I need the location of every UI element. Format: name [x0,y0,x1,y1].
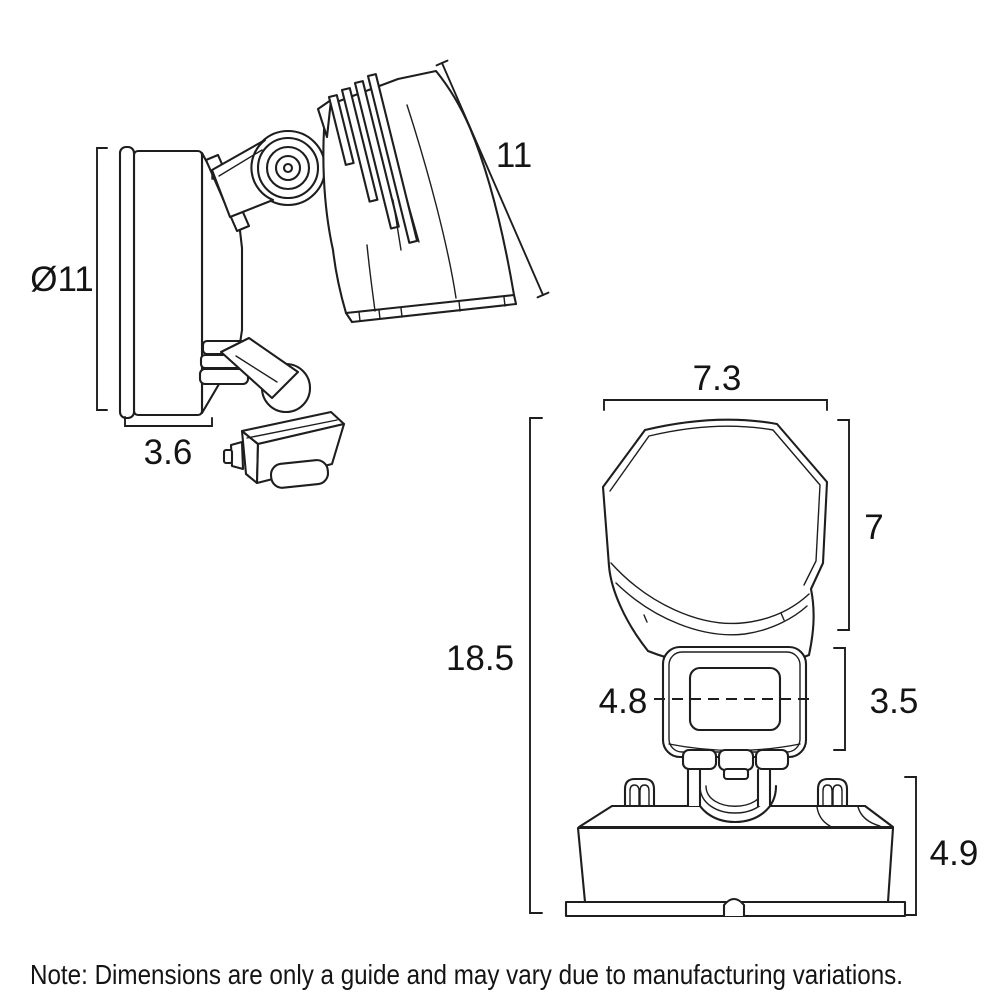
right-wing-knob [818,779,847,806]
dim-label-head-height: 7 [864,508,884,547]
cable-notch [724,899,744,916]
dim-sensor-height [834,648,918,750]
sensor-side [221,338,344,489]
manufacturing-note: Note: Dimensions are only a guide and may vary due to manufacturing variations. [30,959,903,990]
dim-head-width [604,359,827,410]
dim-label-depth: 3.6 [143,433,193,472]
dim-backplate-diameter [30,148,107,410]
dim-label-base-height: 4.9 [929,834,979,873]
dim-head-height [838,420,884,630]
dim-label-head-length: 11 [495,136,533,175]
lamp-head-front [603,420,827,668]
base-body [578,828,893,902]
dim-label-diameter: Ø11 [30,260,94,299]
mounting-base [566,770,905,916]
dim-label-sensor-width: 4.8 [598,682,648,721]
lamp-head-side [318,71,516,322]
side-view [30,61,548,489]
dim-base-height [905,777,978,915]
front-view [446,359,978,916]
left-wing-knob [625,779,654,806]
dim-overall-height [446,418,542,913]
sensor-foot [270,459,329,489]
dim-label-head-width: 7.3 [692,359,742,398]
dim-label-overall-height: 18.5 [445,639,515,678]
knuckle-circles [258,138,318,198]
sensor-front [663,647,806,779]
dim-label-sensor-height: 3.5 [869,682,919,721]
dim-backplate-depth [125,417,212,472]
